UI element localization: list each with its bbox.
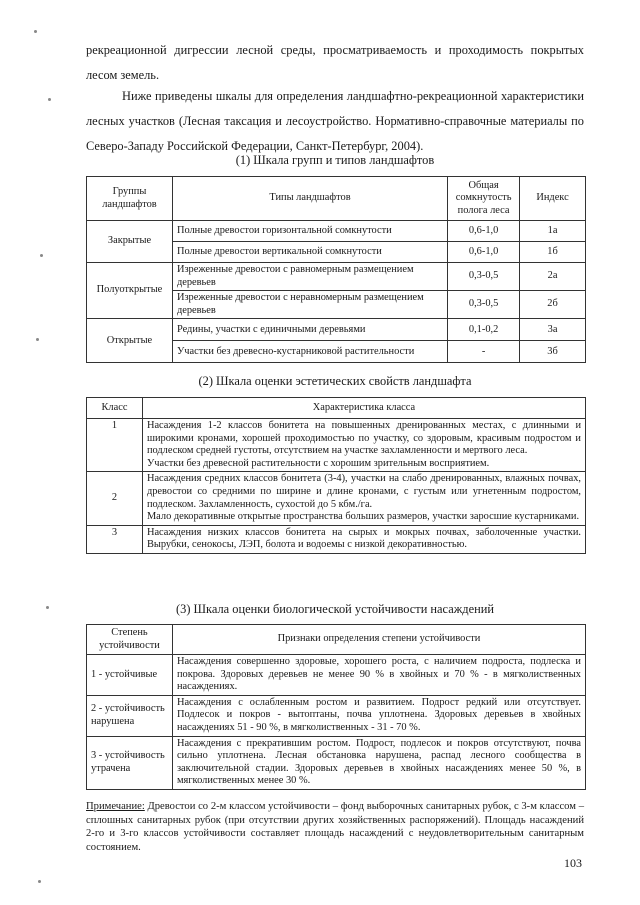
t1-index: 1а bbox=[520, 221, 586, 242]
t1-density: 0,1-0,2 bbox=[448, 319, 520, 341]
t3-header-degree: Степень устойчивости bbox=[87, 625, 173, 655]
t2-text: Насаждения 1-2 классов бонитета на повышенных дренированных местах, с длинными и широкими кронами, хорошей проходимостью по участку, со здоровым, красивым подростом и подлеском средней густоты, отсутствием на участке захламленности и мертвого леса. bbox=[146, 420, 581, 457]
t2-text: Насаждения средних классов бонитета (3-4), участки на слабо дренированных, влажных почвах, древостои со средними по ширине и длине кронами, с густым или угнетенным подростом, подлеском. Захламленность, сухостой до 5 кбм./га. bbox=[146, 473, 581, 510]
footnote-text: Древостои со 2-м классом устойчивости – фонд выборочных санитарных рубок, с 3-м классом – сплошных санитарных рубок (при отсутствии других хозяйственных распоряжений). Площадь насаждений 2-го и 3-го классов устойчивости составляет площадь насаждений с неудовлетворительным санитарным состоянием. bbox=[86, 801, 584, 853]
t2-class: 1 bbox=[87, 419, 143, 472]
t3-degree: 2 - устойчивость нарушена bbox=[87, 695, 173, 736]
t1-group-semiopen: Полуоткрытые bbox=[87, 263, 173, 319]
t1-density: - bbox=[448, 341, 520, 363]
t3-signs: Насаждения с ослабленным ростом и развитием. Подрост редкий или отсутствует. Подлесок и покров - вытоптаны, почва уплотнена. Здоровых деревьев в хвойных насаждениях 51 - 90 %, в мягколиственных - 31 - 70 %. bbox=[172, 695, 585, 736]
t3-header-signs: Признаки определения степени устойчивости bbox=[172, 625, 585, 655]
page-number: 103 bbox=[564, 856, 582, 870]
t2-extra: Мало декоративные открытые пространства больших размеров, участки заросшие кустарниками. bbox=[146, 511, 580, 523]
t1-type: Редины, участки с единичными деревьями bbox=[172, 319, 447, 341]
t1-density: 0,3-0,5 bbox=[448, 291, 520, 319]
aesthetic-scale-table bbox=[86, 397, 586, 554]
t1-type: Изреженные древостои с равномерным размещением деревьев bbox=[172, 263, 447, 291]
t2-header-characteristic: Характеристика класса bbox=[142, 398, 585, 419]
scan-speck bbox=[40, 254, 43, 257]
t1-type: Участки без древесно-кустарниковой растительности bbox=[172, 341, 447, 363]
t2-characteristic bbox=[142, 472, 585, 525]
t2-characteristic bbox=[142, 525, 585, 553]
t1-index: 1б bbox=[520, 242, 586, 263]
t1-type: Полные древостои горизонтальной сомкнутости bbox=[172, 221, 447, 242]
t2-characteristic bbox=[142, 419, 585, 472]
t1-header-type: Типы ландшафтов bbox=[172, 177, 447, 221]
t2-extra: Участки без древесной растительности с хорошим зрительным восприятием. bbox=[146, 457, 490, 469]
t1-index: 3б bbox=[520, 341, 586, 363]
scan-speck bbox=[46, 606, 49, 609]
t2-header-class: Класс bbox=[87, 398, 143, 419]
t3-signs: Насаждения совершенно здоровые, хорошего роста, с наличием подроста, подлеска и покрова. Здоровых деревьев не менее 90 % в хвойных и 70 % - в мягколиственных насаждениях. bbox=[172, 655, 585, 696]
t1-density: 0,3-0,5 bbox=[448, 263, 520, 291]
table2-caption: (2) Шкала оценки эстетических свойств ландшафта bbox=[198, 374, 472, 388]
t1-header-density: Общая сомкнутость полога леса bbox=[448, 177, 520, 221]
t1-index: 2а bbox=[520, 263, 586, 291]
t1-header-index: Индекс bbox=[520, 177, 586, 221]
scan-speck bbox=[36, 338, 39, 341]
t1-group-closed: Закрытые bbox=[87, 221, 173, 263]
scan-speck bbox=[48, 98, 51, 101]
t2-class: 2 bbox=[87, 472, 143, 525]
t1-group-open: Открытые bbox=[87, 319, 173, 363]
table1-caption: (1) Шкала групп и типов ландшафтов bbox=[235, 153, 435, 167]
t3-degree: 3 - устойчивость утрачена bbox=[87, 736, 173, 789]
scan-speck bbox=[34, 30, 37, 33]
intro-paragraph-2: Ниже приведены шкалы для определения ландшафтно-рекреационной характеристики лесных участков (Лесная таксация и лесоустройство. Нормативно-справочные материалы по Северо-Западу Российской Федерации, Санкт-Петербург, 2004). bbox=[86, 89, 584, 153]
footnote bbox=[86, 800, 584, 854]
t2-class: 3 bbox=[87, 525, 143, 553]
stability-scale-table bbox=[86, 624, 586, 790]
t1-index: 2б bbox=[520, 291, 586, 319]
t1-density: 0,6-1,0 bbox=[448, 221, 520, 242]
landscape-types-table bbox=[86, 176, 586, 363]
t2-text: Насаждения низких классов бонитета на сырых и мокрых почвах, заболоченные участки. Вырубки, сенокосы, ЛЭП, болота и водоемы с низкой декоративностью. bbox=[146, 526, 581, 551]
t1-header-group: Группы ландшафтов bbox=[87, 177, 173, 221]
t1-index: 3а bbox=[520, 319, 586, 341]
t1-type: Изреженные древостои с неравномерным размещением деревьев bbox=[172, 291, 447, 319]
table3-caption: (3) Шкала оценки биологической устойчивости насаждений bbox=[176, 602, 494, 616]
scan-speck bbox=[38, 880, 41, 883]
t3-degree: 1 - устойчивые bbox=[87, 655, 173, 696]
t1-density: 0,6-1,0 bbox=[448, 242, 520, 263]
t3-signs: Насаждения с прекратившим ростом. Подрост, подлесок и покров отсутствуют, почва сильно уплотнена. Лесная обстановка нарушена, распад лесного сообщества в заключительной стадии. Здоровых деревьев в хвойных насаждениях менее 50 %, в мягколиственных менее 30 %. bbox=[172, 736, 585, 789]
footnote-label: Примечание: bbox=[86, 801, 145, 812]
intro-paragraph-1: рекреационной дигрессии лесной среды, просматриваемость и проходимость покрытых лесом земель. bbox=[86, 43, 584, 82]
t1-type: Полные древостои вертикальной сомкнутости bbox=[172, 242, 447, 263]
